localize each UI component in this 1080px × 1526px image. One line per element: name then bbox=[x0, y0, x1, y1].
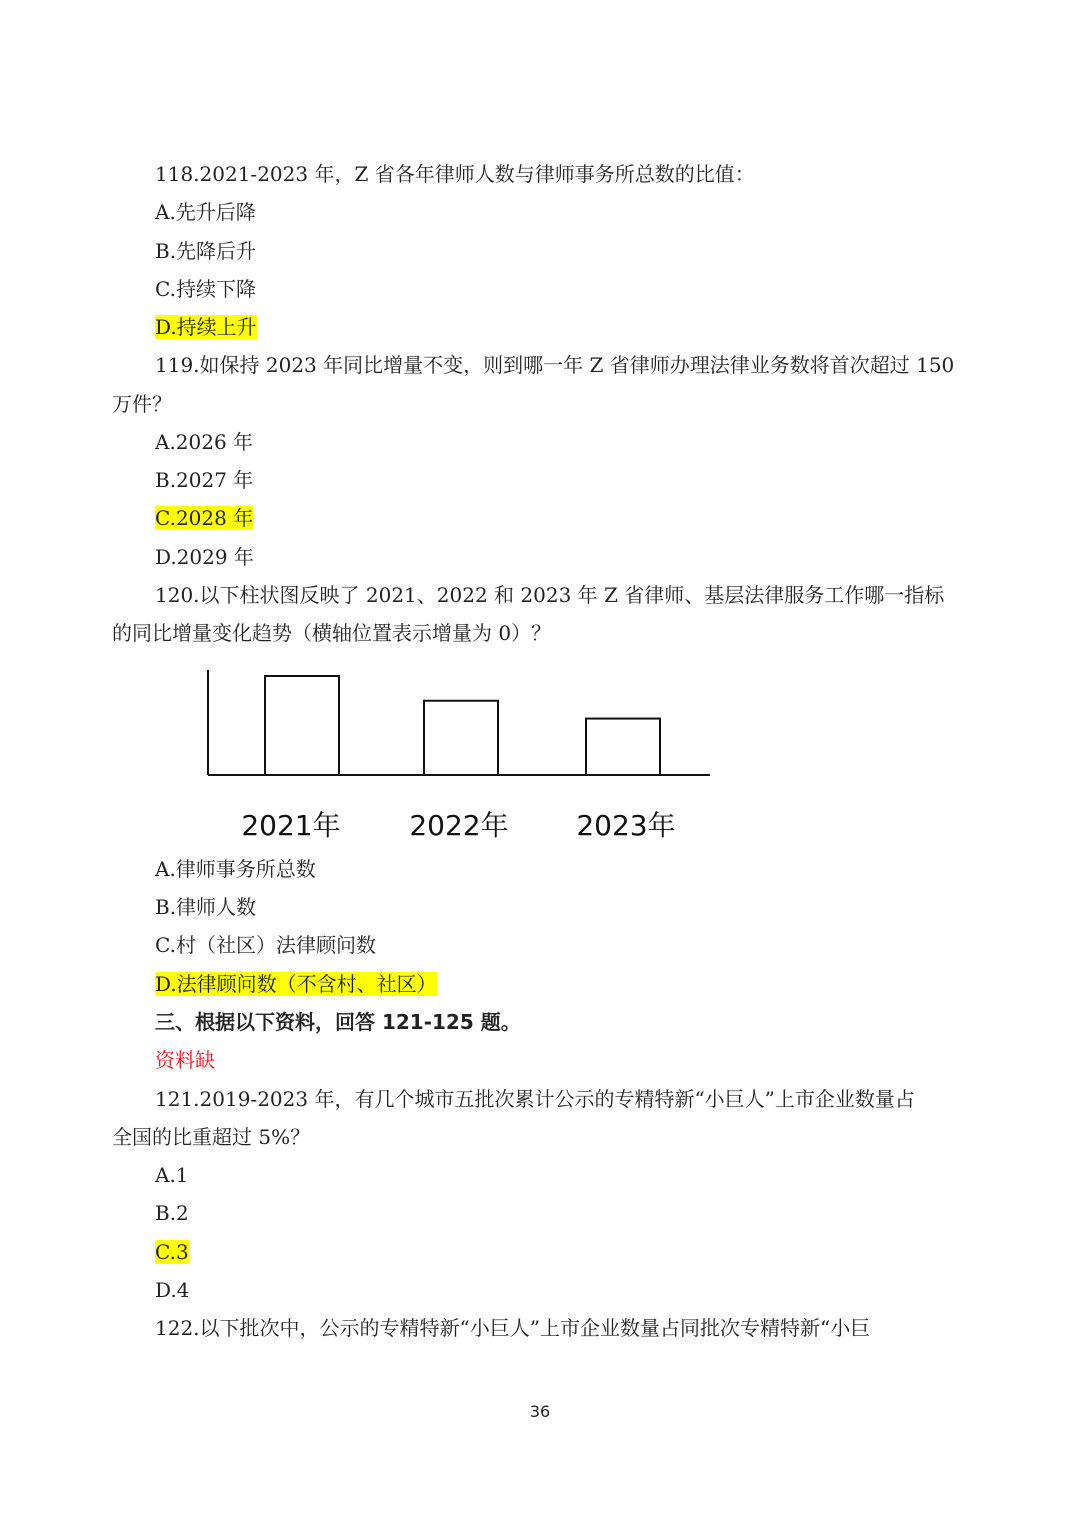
q118-option-d-highlighted: D.持续上升 bbox=[155, 315, 257, 339]
chart-x-tick-label-3: 2023年 bbox=[576, 809, 676, 842]
q120-option-b: B.律师人数 bbox=[155, 895, 257, 919]
chart-x-tick-label-2: 2022年 bbox=[409, 809, 509, 842]
missing-material-note: 资料缺 bbox=[155, 1048, 215, 1072]
q119-option-a: A.2026 年 bbox=[155, 430, 254, 454]
q121-option-d: D.4 bbox=[155, 1278, 190, 1302]
chart-x-tick-label-1: 2021年 bbox=[241, 809, 341, 842]
q120-option-d-highlighted: D.法律顾问数（不含村、社区） bbox=[155, 972, 437, 996]
q118-option-b: B.先降后升 bbox=[155, 239, 257, 263]
q119-stem-line2: 万件？ bbox=[112, 392, 172, 416]
q119-option-c-highlighted: C.2028 年 bbox=[155, 506, 254, 530]
q121-stem-line2: 全国的比重超过 5%？ bbox=[112, 1125, 311, 1149]
bar-chart bbox=[150, 655, 750, 850]
page-number: 36 bbox=[529, 1402, 551, 1421]
chart-bar-1 bbox=[265, 676, 339, 775]
q122-stem-line1: 122.以下批次中，公示的专精特新“小巨人”上市企业数量占同批次专精特新“小巨 bbox=[155, 1316, 871, 1340]
q121-stem-line1: 121.2019-2023 年，有几个城市五批次累计公示的专精特新“小巨人”上市企业数量占 bbox=[155, 1087, 915, 1111]
q120-option-c: C.村（社区）法律顾问数 bbox=[155, 933, 376, 957]
q118-option-a: A.先升后降 bbox=[155, 200, 256, 224]
q120-stem-line1: 120.以下柱状图反映了 2021、2022 和 2023 年 Z 省律师、基层法律服务工作哪一指标 bbox=[155, 583, 945, 607]
q119-option-d: D.2029 年 bbox=[155, 545, 254, 569]
q118-stem: 118.2021-2023 年，Z 省各年律师人数与律师事务所总数的比值： bbox=[155, 162, 755, 186]
q119-stem-line1: 119.如保持 2023 年同比增量不变，则到哪一年 Z 省律师办理法律业务数将首次超过 150 bbox=[155, 353, 955, 377]
q120-option-a: A.律师事务所总数 bbox=[155, 857, 316, 881]
section-heading: 三、根据以下资料，回答 121-125 题。 bbox=[155, 1010, 521, 1034]
chart-bar-2 bbox=[424, 701, 498, 775]
q119-option-b: B.2027 年 bbox=[155, 468, 254, 492]
q120-stem-line2: 的同比增量变化趋势（横轴位置表示增量为 0）？ bbox=[112, 621, 552, 645]
q121-option-c-highlighted: C.3 bbox=[155, 1240, 189, 1264]
chart-bar-3 bbox=[586, 719, 660, 775]
q121-option-a: A.1 bbox=[155, 1163, 189, 1187]
q121-option-b: B.2 bbox=[155, 1201, 189, 1225]
bar-chart-svg bbox=[150, 655, 750, 850]
q118-option-c: C.持续下降 bbox=[155, 277, 256, 301]
